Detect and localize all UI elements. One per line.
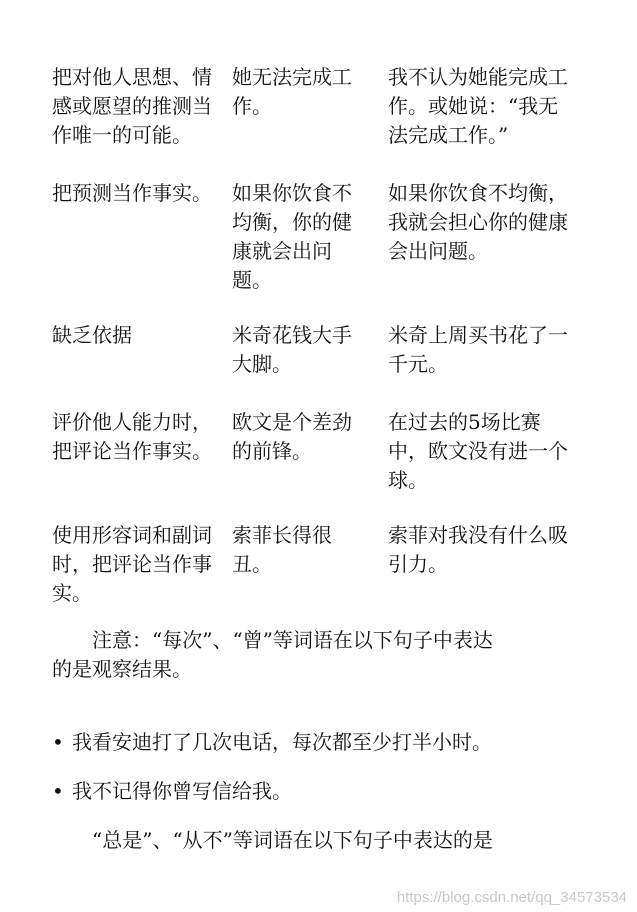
row-4-fact: 在过去的5场比赛 中，欧文没有进一个 球。: [388, 410, 568, 492]
note-paragraph: 注意：“每次”、“曾”等词语在以下句子中表达 的是观察结果。: [52, 628, 493, 681]
bullet-item: [52, 777, 292, 806]
row-5-inference: 索菲长得很 丑。: [232, 523, 332, 576]
row-5-fact: 索菲对我没有什么吸 引力。: [388, 523, 568, 576]
row-5-type: 使用形容词和副词 时，把评论当作事 实。: [52, 523, 212, 605]
row-3-inference: 米奇花钱大手 大脚。: [232, 323, 352, 376]
bullet-text: 我看安迪打了几次电话，每次都至少打半小时。: [72, 730, 492, 754]
row-2-type: 把预测当作事实。: [52, 181, 212, 205]
row-4-inference: 欧文是个差劲 的前锋。: [232, 410, 352, 463]
row-2-inference: 如果你饮食不 均衡，你的健 康就会出问 题。: [232, 181, 352, 292]
row-1-type: 把对他人思想、情 感或愿望的推测当 作唯一的可能。: [52, 65, 212, 147]
row-2-fact: 如果你饮食不均衡， 我就会担心你的健康 会出问题。: [388, 181, 568, 263]
bullet-item: [52, 728, 492, 757]
row-3-type: 缺乏依据: [52, 323, 132, 347]
bullet-icon: •: [52, 730, 64, 754]
bullet-text: 我不记得你曾写信给我。: [72, 779, 292, 803]
trailing-paragraph: “总是”、“从不”等词语在以下句子中表达的是: [52, 828, 493, 852]
row-4-type: 评价他人能力时， 把评论当作事实。: [52, 410, 212, 463]
row-1-fact: 我不认为她能完成工 作。或她说：“我无 法完成工作。”: [388, 65, 568, 147]
row-1-inference: 她无法完成工 作。: [232, 65, 352, 118]
row-3-fact: 米奇上周买书花了一 千元。: [388, 323, 568, 376]
watermark-url: https://blog.csdn.net/qq_34573534: [396, 889, 627, 906]
bullet-icon: •: [52, 779, 64, 803]
